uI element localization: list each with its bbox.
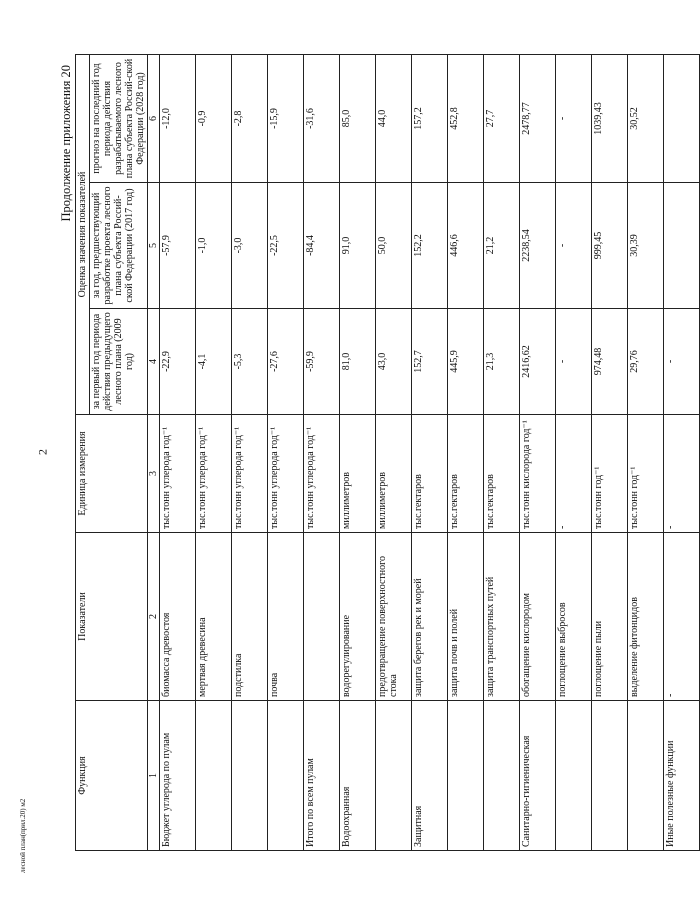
unit-cell: тыс.тонн углерода год⁻¹ [232,415,268,533]
value-2009-cell: -59,9 [304,309,340,415]
unit-cell: тыс.тонн углерода год⁻¹ [160,415,196,533]
indicator-cell: подстилка [232,533,268,701]
column-number: 4 [148,309,160,415]
value-2009-cell: 2416,62 [520,309,556,415]
unit-cell: тыс.тонн углерода год⁻¹ [268,415,304,533]
value-2028-cell: - [556,55,592,183]
value-2028-cell: -0,9 [196,55,232,183]
indicator-cell: защита берегов рек и морей [412,533,448,701]
function-cell: Водоохранная [340,701,376,851]
rotated-sheet [58,55,676,851]
indicator-cell: предотвращение поверхностного стока [376,533,412,701]
value-2028-cell: -2,8 [232,55,268,183]
table-row [160,55,196,851]
table-row [268,55,304,851]
value-2009-cell: 81,0 [340,309,376,415]
table-row [556,55,592,851]
table-row [340,55,376,851]
column-number: 1 [148,701,160,851]
appendix-title: Продолжение приложения 20 [59,65,73,222]
table-row [520,55,556,851]
indicators-table [75,54,700,851]
table-row [412,55,448,851]
function-cell [628,701,664,851]
column-number-row [148,55,160,851]
value-2017-cell: 21,2 [484,183,520,309]
column-number: 5 [148,183,160,309]
function-cell: Иные полезные функции [664,701,700,851]
function-cell [556,701,592,851]
indicator-cell: защита транспортных путей [484,533,520,701]
page-number: 2 [35,449,50,455]
header-col6: прогноз на последний год периода действия разрабатываемого лесного плана субъекта Россий-ской Федерации (2028 год) [90,55,148,183]
value-2028-cell: 27,7 [484,55,520,183]
unit-cell: тыс.тонн год⁻¹ [628,415,664,533]
table-row [376,55,412,851]
unit-cell: тыс.гектаров [412,415,448,533]
value-2028-cell: -31,6 [304,55,340,183]
function-cell [376,701,412,851]
value-2009-cell: -4,1 [196,309,232,415]
table-row [592,55,628,851]
function-cell: Бюджет углерода по пулам [160,701,196,851]
value-2009-cell: -27,6 [268,309,304,415]
indicator-cell: поглощение выбросов [556,533,592,701]
column-number: 3 [148,415,160,533]
function-cell: Итого по всем пулам [304,701,340,851]
column-number: 2 [148,533,160,701]
value-2028-cell: 30,52 [628,55,664,183]
value-2009-cell: - [556,309,592,415]
value-2028-cell: 157,2 [412,55,448,183]
unit-cell: миллиметров [376,415,412,533]
table-row [628,55,664,851]
function-cell [592,701,628,851]
value-2017-cell: 999,45 [592,183,628,309]
table-row [484,55,520,851]
value-2017-cell: -57,9 [160,183,196,309]
function-cell [448,701,484,851]
indicator-cell: поглощение пыли [592,533,628,701]
value-2028-cell: 44,0 [376,55,412,183]
value-2017-cell: - [556,183,592,309]
indicator-cell: выделение фитонцидов [628,533,664,701]
indicator-cell: мертвая древесина [196,533,232,701]
table-row [304,55,340,851]
column-number: 6 [148,55,160,183]
value-2009-cell: 43,0 [376,309,412,415]
header-indicators: Показатели [76,533,148,701]
table-row [448,55,484,851]
unit-cell: миллиметров [340,415,376,533]
unit-cell: тыс.гектаров [484,415,520,533]
value-2017-cell: -84,4 [304,183,340,309]
value-2017-cell: 50,0 [376,183,412,309]
unit-cell: - [556,415,592,533]
table-row [664,55,700,851]
value-2009-cell: 21,3 [484,309,520,415]
value-2028-cell: -12,0 [160,55,196,183]
value-2009-cell: -5,3 [232,309,268,415]
value-2009-cell: 445,9 [448,309,484,415]
indicator-cell: почва [268,533,304,701]
value-2028-cell: 2478,77 [520,55,556,183]
indicator-cell: защита почв и полей [448,533,484,701]
function-cell: Санитарно-гигиеническая [520,701,556,851]
header-col5: за год, предшествующий разработке проекта лесного плана субъекта Россий-ской Федерации (2017 год) [90,183,148,309]
value-2017-cell: 30,39 [628,183,664,309]
indicator-cell: биомасса древостоя [160,533,196,701]
table-row [196,55,232,851]
footer-note: лесной план(прил.20) м2 [19,798,27,873]
indicator-cell: водорегулирование [340,533,376,701]
header-estimate: Оценка значения показателей [76,55,90,415]
value-2009-cell: - [664,309,700,415]
table-body [160,55,700,851]
value-2028-cell [664,55,700,183]
value-2009-cell: 29,76 [628,309,664,415]
value-2028-cell: -15,9 [268,55,304,183]
header-col4: за первый год периода действия предыдущего лесного плана (2009 год) [90,309,148,415]
function-cell [484,701,520,851]
function-cell [196,701,232,851]
value-2028-cell: 1039,43 [592,55,628,183]
indicator-cell: обогащение кислородом [520,533,556,701]
function-cell: Защитная [412,701,448,851]
header-row-top [76,55,90,851]
unit-cell: тыс.тонн углерода год⁻¹ [304,415,340,533]
unit-cell: тыс.гектаров [448,415,484,533]
value-2017-cell: -22,5 [268,183,304,309]
unit-cell: - [664,415,700,533]
unit-cell: тыс.тонн год⁻¹ [592,415,628,533]
header-function: Функция [76,701,148,851]
function-cell [232,701,268,851]
value-2017-cell: 152,2 [412,183,448,309]
value-2028-cell: 85,0 [340,55,376,183]
value-2017-cell [664,183,700,309]
indicator-cell [304,533,340,701]
function-cell [268,701,304,851]
indicator-cell: - [664,533,700,701]
value-2009-cell: -22,9 [160,309,196,415]
value-2009-cell: 152,7 [412,309,448,415]
value-2017-cell: 91,0 [340,183,376,309]
header-unit: Единица измерения [76,415,148,533]
table-row [232,55,268,851]
unit-cell: тыс.тонн углерода год⁻¹ [196,415,232,533]
value-2017-cell: 2238,54 [520,183,556,309]
value-2017-cell: -3,0 [232,183,268,309]
unit-cell: тыс.тонн кислорода год⁻¹ [520,415,556,533]
value-2017-cell: -1,0 [196,183,232,309]
value-2009-cell: 974,48 [592,309,628,415]
value-2028-cell: 452,8 [448,55,484,183]
value-2017-cell: 446,6 [448,183,484,309]
